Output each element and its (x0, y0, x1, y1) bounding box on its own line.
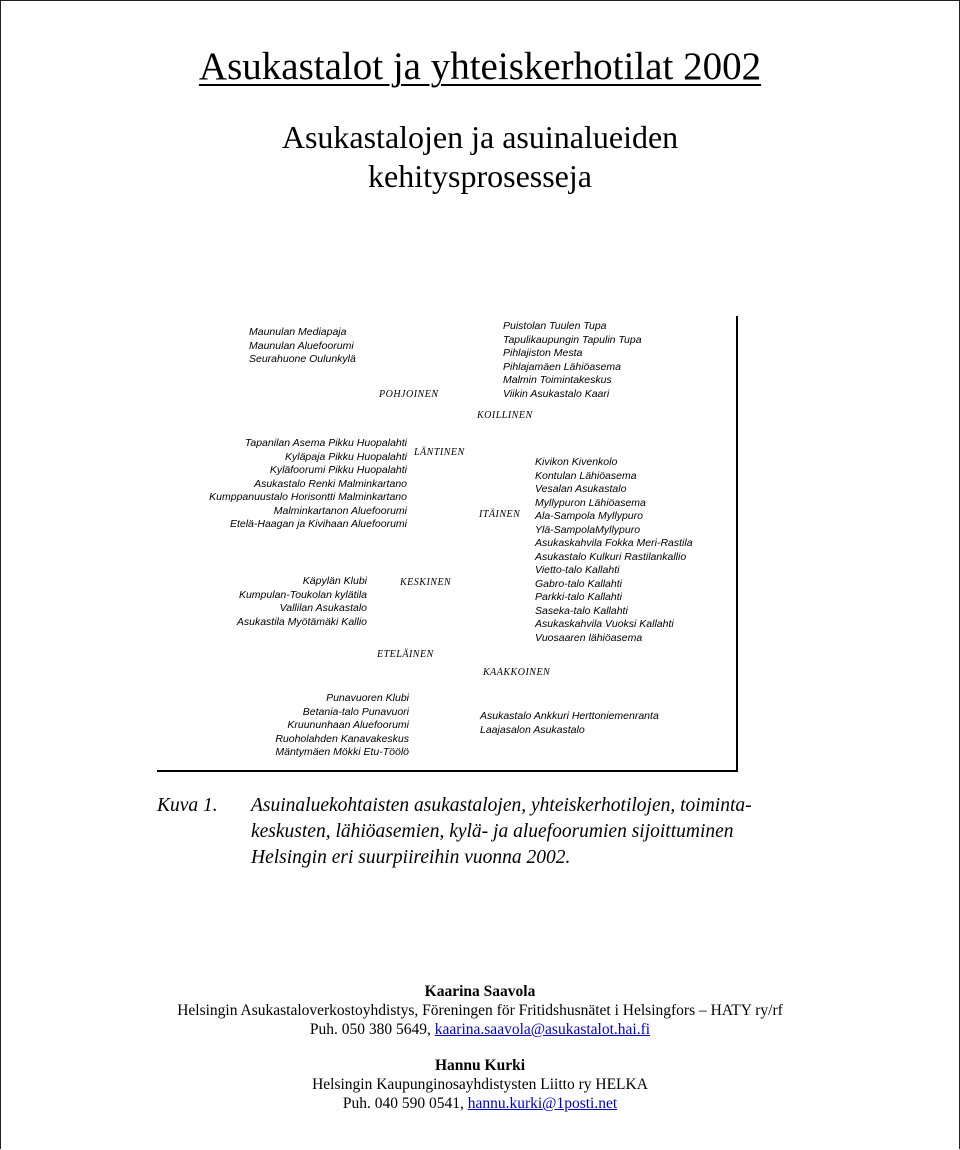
list-item: Pihlajiston Mesta (503, 347, 583, 359)
list-item: Puistolan Tuulen Tupa (503, 320, 607, 332)
list-item: Gabro-talo Kallahti (535, 577, 622, 590)
caption-body (251, 793, 811, 871)
list-item: Parkki-talo Kallahti (535, 591, 622, 603)
author-email-link[interactable]: hannu.kurki@1posti.net (467, 1095, 618, 1112)
list-item: Asukastalo Kulkuri Rastilankallio (535, 550, 687, 563)
author-organization: Helsingin Asukastaloverkostoyhdistys, Föreningen för Fritidshusnätet i Helsingfors – HATY ry/rf (177, 1002, 783, 1019)
list-item: Vallilan Asukastalo (279, 602, 367, 614)
list-item: Betania-talo Punavuori (302, 705, 409, 718)
caption-line: keskusten, lähiöasemien, kylä- ja aluefoorumien sijoittuminen (251, 821, 734, 842)
region-kaakkoinen: KAAKKOINEN (483, 667, 551, 678)
list-item: Kontulan Lähiöasema (535, 469, 637, 482)
author-phone: Puh. 050 380 5649, (309, 1021, 435, 1038)
list-item: Ylä-SampolaMyllypuro (535, 523, 641, 536)
list-item: Malmin Toimintakeskus (503, 374, 612, 386)
list-item: Etelä-Haagan ja Kivihaan Aluefoorumi (229, 518, 407, 530)
list-item: Kyläpaja Pikku Huopalahti (285, 450, 407, 463)
authors-block (0, 982, 960, 1113)
list-item: Maunulan Mediapaja (249, 326, 347, 338)
list-item: Ruoholahden Kanavakeskus (275, 732, 409, 745)
list-item: Seurahuone Oulunkylä (249, 353, 356, 365)
list-item: Kivikon Kivenkolo (535, 456, 618, 468)
list-item: Asukaskahvila Fokka Meri-Rastila (535, 537, 693, 549)
list-item: Laajasalon Asukastalo (480, 723, 585, 736)
list-item: Malminkartanon Aluefoorumi (273, 504, 407, 517)
region-lantinen: LÄNTINEN (414, 447, 465, 458)
caption-line: Asuinaluekohtaisten asukastalojen, yhteiskerhotilojen, toiminta- (251, 795, 752, 816)
district-map-figure (157, 316, 738, 772)
list-item: Ala-Sampola Myllypuro (535, 510, 643, 522)
list-item: Kyläfoorumi Pikku Huopalahti (269, 464, 407, 476)
list-item: Asukastalo Ankkuri Herttoniemenranta (480, 710, 659, 722)
list-item: Tapanilan Asema Pikku Huopalahti (244, 437, 407, 449)
author-name: Kaarina Saavola (424, 983, 536, 1000)
lantinen-list (165, 437, 407, 532)
list-item: Käpylän Klubi (302, 575, 367, 587)
list-item: Viikin Asukastalo Kaari (503, 387, 610, 400)
list-item: Kumpulan-Toukolan kylätila (238, 588, 367, 601)
list-item: Myllypuron Lähiöasema (535, 496, 646, 509)
etelainen-list (197, 692, 409, 760)
list-item: Kruununhaan Aluefoorumi (287, 719, 409, 731)
author-organization: Helsingin Kaupunginosayhdistysten Liitto ry HELKA (312, 1076, 648, 1093)
page-title: Asukastalot ja yhteiskerhotilat 2002 (198, 45, 762, 88)
author-contact (0, 1020, 960, 1039)
list-item: Asukastalo Renki Malminkartano (254, 477, 407, 490)
region-etelainen: ETELÄINEN (377, 649, 434, 660)
list-item: Tapulikaupungin Tapulin Tupa (503, 333, 642, 346)
list-item: Mäntymäen Mökki Etu-Töölö (275, 746, 409, 758)
keskinen-list (187, 575, 367, 629)
kaakkoinen-list (480, 710, 659, 737)
region-pohjoinen: POHJOINEN (379, 389, 439, 400)
region-koillinen: KOILLINEN (477, 410, 533, 421)
list-item: Saseka-talo Kallahti (535, 604, 628, 617)
caption-line: Helsingin eri suurpiireihin vuonna 2002. (251, 847, 571, 868)
list-item: Punavuoren Klubi (326, 692, 409, 704)
list-item: Vuosaaren lähiöasema (535, 631, 643, 644)
list-item: Vietto-talo Kallahti (535, 564, 620, 576)
list-item: Pihlajamäen Lähiöasema (503, 360, 621, 373)
list-item: Vesalan Asukastalo (535, 483, 627, 495)
list-item: Kumppanuustalo Horisontti Malminkartano (209, 491, 407, 503)
author-name: Hannu Kurki (434, 1057, 526, 1074)
author-phone: Puh. 040 590 0541, (342, 1095, 468, 1112)
author-contact (0, 1094, 960, 1113)
region-keskinen: KESKINEN (400, 577, 452, 588)
author-email-link[interactable]: kaarina.saavola@asukastalot.hai.fi (434, 1021, 651, 1038)
region-itainen: ITÄINEN (479, 509, 521, 520)
pohjoinen-list (249, 326, 356, 367)
list-item: Asukaskahvila Vuoksi Kallahti (535, 618, 674, 630)
page-subtitle (0, 118, 960, 196)
itainen-list (535, 456, 693, 645)
list-item: Maunulan Aluefoorumi (249, 339, 354, 352)
subtitle-line: kehitysprosesseja (368, 158, 592, 194)
subtitle-line: Asukastalojen ja asuinalueiden (281, 119, 679, 155)
list-item: Asukastila Myötämäki Kallio (236, 615, 367, 628)
caption-label: Kuva 1. (157, 795, 218, 816)
koillinen-list (503, 320, 642, 401)
